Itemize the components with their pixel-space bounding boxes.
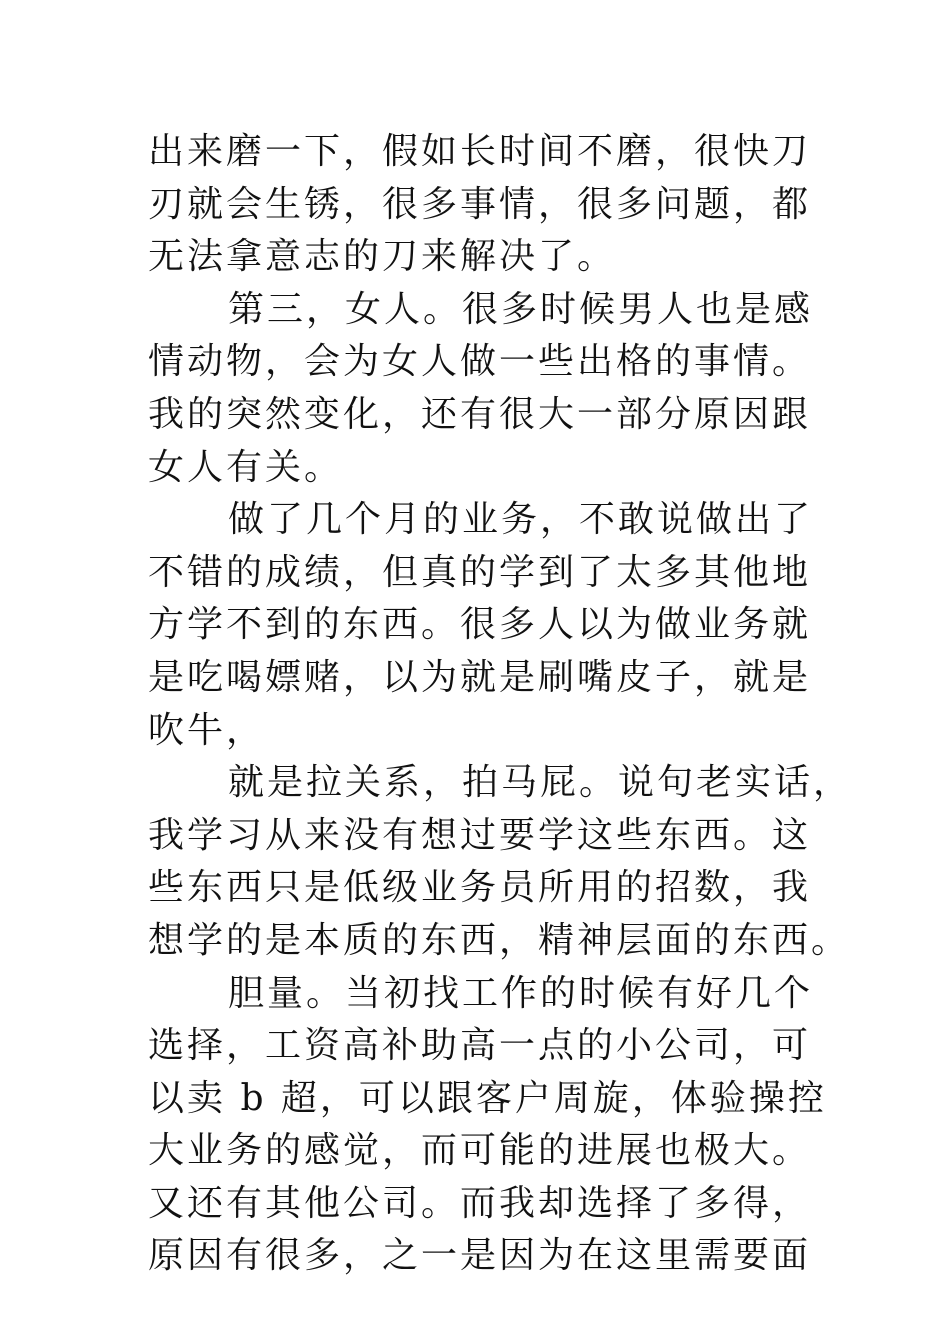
text-line: 出来磨一下，假如长时间不磨，很快刀 xyxy=(148,131,812,172)
paragraph-start-line: 做了几个月的业务，不敢说做出了 xyxy=(228,499,814,541)
paragraph-start-line: 就是拉关系，拍马屁。说句老实话， xyxy=(228,762,853,804)
text-line: 情动物，会为女人做一些出格的事情。 xyxy=(148,341,812,383)
text-line: 原因有很多，之一是因为在这里需要面 xyxy=(148,1235,812,1277)
text-line: 吹牛， xyxy=(148,709,266,751)
text-line: 我的突然变化，还有很大一部分原因跟 xyxy=(148,393,812,435)
paragraph-start-line: 第三，女人。很多时候男人也是感 xyxy=(228,288,814,330)
text-line: 大业务的感觉，而可能的进展也极大。 xyxy=(148,1130,812,1172)
text-line: 以卖 b 超，可以跟客户周旋，体验操控 xyxy=(148,1077,827,1119)
text-line: 方学不到的东西。很多人以为做业务就 xyxy=(148,604,812,646)
text-line: 不错的成绩，但真的学到了太多其他地 xyxy=(148,551,812,593)
text-line: 我学习从来没有想过要学这些东西。这 xyxy=(148,814,812,856)
text-line: 又还有其他公司。而我却选择了多得， xyxy=(148,1182,812,1224)
text-line: 些东西只是低级业务员所用的招数，我 xyxy=(148,867,812,909)
text-line: 选择，工资高补助高一点的小公司，可 xyxy=(148,1025,812,1067)
text-line: 刃就会生锈，很多事情，很多问题，都 xyxy=(148,183,812,225)
paragraph-start-line: 胆量。当初找工作的时候有好几个 xyxy=(228,972,814,1014)
document-body-text xyxy=(148,126,853,1283)
text-line: 女人有关。 xyxy=(148,446,344,488)
text-line: 无法拿意志的刀来解决了。 xyxy=(148,236,617,278)
text-line: 想学的是本质的东西，精神层面的东西。 xyxy=(148,919,851,961)
text-line: 是吃喝嫖赌，以为就是刷嘴皮子，就是 xyxy=(148,656,812,698)
